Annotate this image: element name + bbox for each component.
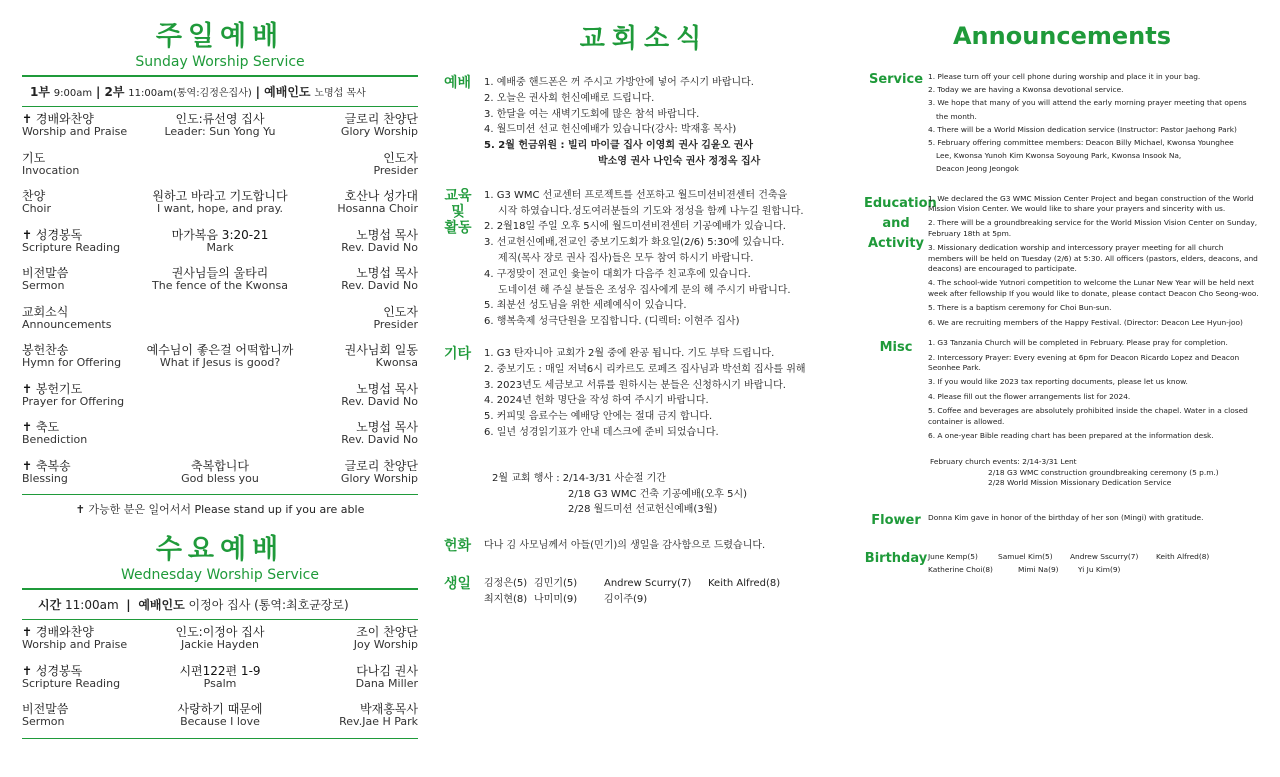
order-row bbox=[22, 263, 418, 302]
order-item-left: 봉헌찬송 Hymn for Offering bbox=[22, 343, 122, 369]
order-item-title: 원하고 바라고 기도합니다 I want, hope, and pray. bbox=[152, 189, 288, 215]
ann-flower-section bbox=[864, 511, 1260, 531]
order-item-leader: 노명섭 목사 Rev. David No bbox=[341, 266, 418, 292]
sunday-order-list bbox=[22, 107, 418, 494]
wednesday-order-list bbox=[22, 620, 418, 738]
news-worship-section bbox=[444, 75, 844, 170]
sunday-service-section bbox=[22, 0, 418, 521]
order-item-leader: 호산나 성가대 Hosanna Choir bbox=[337, 189, 418, 215]
news-worship-list: 1. 예배중 핸드폰은 꺼 주시고 가방안에 넣어 주시기 바랍니다. 2. 오늘은 권사회 헌신예배로 드립니다. 3. 한달을 여는 새벽기도회에 많은 참석 바랍니다. 4. 월드미션 선교 헌신예배가 있습니다(강사: 박재홍 목사) 5. 2월 헌금위원 : 빌리 마이클 집사 이영희 권사 김윤오 권사 박소영 권사 나인숙 권사 정정옥 집사 bbox=[484, 77, 761, 167]
order-row bbox=[22, 417, 418, 456]
order-item-leader: 글로리 찬양단 Glory Worship bbox=[340, 112, 418, 138]
order-item-leader: 노명섭 목사 Rev. David No bbox=[341, 227, 418, 254]
news-title: 교회소식 bbox=[579, 24, 709, 54]
order-row bbox=[22, 379, 418, 418]
order-item-left: ✝ 봉헌기도 Prayer for Offering bbox=[22, 381, 125, 408]
sunday-title: 주일예배 bbox=[155, 21, 285, 52]
order-item-left: ✝ 성경봉독 Scripture Reading bbox=[22, 227, 121, 254]
ann-service-list: 1. Please turn off your cell phone during worship and place it in your bag. 2. Today we are having a Kwonsa devotional service. 3. We hope that many of you will attend the early morning prayer meeting that opens the month. 4. There will be a World Mission dedication service (Instructor: Pastor Jaehong Park) 5. February offering committee members: Deacon Billy Michael, Kwonsa Younghee Lee, Kwonsa Yunoh Kim Kwonsa Soyoung Park, Kwonsa Insook Na, Deacon Jeong Jeongok bbox=[928, 72, 1247, 174]
news-birthday-list bbox=[484, 576, 844, 608]
wednesday-time-line: 시간 11:00am | 예배인도 이정아 집사 (통역:최호균장로) bbox=[38, 598, 349, 612]
news-worship-label: 예배 bbox=[444, 75, 472, 91]
order-item-title: 사랑하기 때문에 Because I love bbox=[177, 702, 263, 728]
news-birthday-label: 생일 bbox=[444, 576, 472, 593]
order-item-left: ✝ 축복송 Blessing bbox=[22, 458, 71, 485]
order-item-left: ✝ 성경봉독 Scripture Reading bbox=[22, 663, 121, 690]
order-row bbox=[22, 148, 418, 187]
ann-misc-list: 1. G3 Tanzania Church will be completed in February. Please pray for completion. 2. Intercessory Prayer: Every evening at 6pm for Deacon Ricardo Lopez and Deacon Seonhee Park. 3. If you would like 2023 tax reporting documents, please let us know. 4. Please fill out the flower arrangements list for 2024. 5. Coffee and beverages are absolutely prohibited inside the chapel. Water in a closed container is allowed. 6. A one-year Bible reading chart has been prepared at the information desk. bbox=[928, 338, 1248, 440]
order-item-leader: 권사님회 일동 Kwonsa bbox=[344, 343, 418, 369]
birthday-row: 김정은(5) 김민기(5) Andrew Scurry(7) Keith Alfred(8) bbox=[484, 578, 781, 590]
order-item-leader: 박재홍목사 Rev.Jae H Park bbox=[339, 702, 418, 728]
ann-service-label: Service bbox=[868, 72, 924, 87]
order-item-leader: 노명섭 목사 Rev. David No bbox=[341, 420, 418, 446]
order-row bbox=[22, 622, 418, 661]
news-education-section bbox=[444, 188, 844, 330]
ann-misc-section bbox=[864, 338, 1260, 445]
wednesday-service-section bbox=[22, 521, 418, 739]
sunday-subtitle: Sunday Worship Service bbox=[135, 54, 305, 70]
worship-order-column bbox=[22, 0, 418, 739]
order-item-title: 시편122편 1-9 Psalm bbox=[179, 663, 261, 690]
order-row bbox=[22, 186, 418, 225]
order-item-left: 비전말씀 Sermon bbox=[22, 266, 69, 292]
order-row bbox=[22, 661, 418, 700]
ann-birthday-section bbox=[864, 549, 1260, 576]
news-misc-label: 기타 bbox=[444, 345, 472, 362]
order-item-left: 비전말씀 Sermon bbox=[22, 702, 69, 728]
ann-misc-label: Misc bbox=[879, 340, 913, 356]
ann-education-label: Education and Activity bbox=[864, 195, 937, 251]
order-item-left: 기도 Invocation bbox=[22, 150, 80, 177]
order-item-left: 찬양 Choir bbox=[22, 189, 51, 215]
ann-flower-text: Donna Kim gave in honor of the birthday of her son (Mingi) with gratitude. bbox=[928, 512, 1204, 522]
news-education-list: 1. G3 WMC 선교센터 프로젝트를 선포하고 월드미션비젼센터 건축을 시작 하였습니다.성도여러분들의 기도와 정성을 함께 나누길 원합니다. 2. 2월18일 주일 오후 5시에 월드미션비젼센터 기공예배가 있습니다. 3. 선교헌신예배,전교인 중보기도회가 화요일(2/6) 5:30에 있습니다. 제직(목사 장로 권사 집사)들은 모두 참여 하시기 바랍니다. 4. 구정맞이 전교인 윷놀이 대회가 다음주 친교후에 있습니다. 도네이션 해 주실 분들은 조성우 집사에게 문의 해 주시기 바랍니다. 5. 최분선 성도님을 위한 세례예식이 있습니다. 6. 행복축제 성극단원을 모집합니다. (디렉터: 이현주 집사) bbox=[484, 189, 804, 328]
order-item-title: 인도:이정아 집사 Jackie Hayden bbox=[175, 625, 265, 651]
birthday-row: 최지현(8) 나미미(9) 김이주(9) bbox=[484, 593, 648, 605]
ann-service-section bbox=[864, 70, 1260, 176]
ann-birthday-list bbox=[928, 549, 1260, 576]
order-item-title: 마가복음 3:20-21 Mark bbox=[171, 227, 269, 254]
birthday-row: Katherine Choi(8) Mimi Na(9) Yi Ju Kim(9) bbox=[928, 564, 1121, 574]
sunday-time-line: 1부 9:00am | 2부 11:00am(통역:김정은집사) | 예배인도 노명섭 목사 bbox=[30, 85, 366, 99]
news-events: 2월 교회 행사 : 2/14-3/31 사순절 기간 2/18 G3 WMC 건축 기공예배(오후 5시) 2/28 월드미션 선교헌신예배(3월) bbox=[492, 472, 748, 516]
wednesday-title: 수요예배 bbox=[155, 534, 285, 565]
news-birthday-section bbox=[444, 576, 844, 608]
order-item-left: ✝ 경배와찬양 Worship and Praise bbox=[22, 112, 128, 138]
order-row bbox=[22, 340, 418, 379]
news-misc-section bbox=[444, 346, 844, 441]
order-item-leader: 다나김 권사 Dana Miller bbox=[355, 663, 418, 690]
order-row bbox=[22, 302, 418, 341]
church-news-column bbox=[444, 0, 844, 608]
order-row bbox=[22, 225, 418, 264]
order-row bbox=[22, 109, 418, 148]
order-item-left: 교회소식 Announcements bbox=[22, 304, 112, 331]
ann-birthday-label: Birthday bbox=[864, 550, 928, 566]
announcements-title: Announcements bbox=[952, 22, 1172, 50]
order-item-title: 권사님들의 울타리 The fence of the Kwonsa bbox=[152, 266, 288, 292]
order-item-title: 예수님이 좋은걸 어떡합니까 What if Jesus is good? bbox=[146, 343, 294, 369]
ann-flower-label: Flower bbox=[871, 512, 921, 528]
order-item-title: 인도:류선영 집사 Leader: Sun Yong Yu bbox=[164, 112, 276, 138]
ann-education-section bbox=[864, 194, 1260, 332]
stand-note: ✝ 가능한 분은 일어서서 Please stand up if you are able bbox=[75, 503, 365, 516]
wednesday-subtitle: Wednesday Worship Service bbox=[121, 567, 319, 583]
order-item-leader: 조이 찬양단 Joy Worship bbox=[353, 625, 418, 651]
order-item-title: 축복합니다 God bless you bbox=[181, 458, 259, 485]
order-row bbox=[22, 456, 418, 495]
divider bbox=[22, 738, 418, 739]
order-item-left: ✝ 축도 Benediction bbox=[22, 420, 88, 446]
order-row bbox=[22, 699, 418, 738]
birthday-row: June Kemp(5) Samuel Kim(5) Andrew Sscurry(7) Keith Alfred(8) bbox=[928, 551, 1210, 561]
order-item-leader: 인도자 Presider bbox=[373, 304, 418, 331]
order-item-leader: 인도자 Presider bbox=[373, 150, 418, 177]
order-item-leader: 노명섭 목사 Rev. David No bbox=[341, 381, 418, 408]
announcements-column bbox=[864, 0, 1260, 576]
ann-events: February church events: 2/14-3/31 Lent 2/18 G3 WMC construction groundbreaking ceremony (5 p.m.) 2/28 World Mission Missionary Dedication Service bbox=[930, 457, 1219, 488]
order-item-leader: 글로리 찬양단 Glory Worship bbox=[340, 458, 418, 485]
ann-education-list: 1. We declared the G3 WMC Mission Center Project and began construction of the World Mission Vision Center. We would like to share your prayers and sincerity with us. 2. There will be a groundbreaking service for the World Mission Vision Center on Sunday, February 18th at 5pm. 3. Missionary dedication worship and intercessory prayer meeting for all church members will be held on Tuesday (2/6) at 5:30. All officers (pastors, elders, deacons, and deacons) are encouraged to participate. 4. The school-wide Yutnori competition to welcome the Lunar New Year will be held next week after fellowship If you would like to donate, please contact Deacon Cho Seong-woo. 5. There is a baptism ceremony for Choi Bun-sun. 6. We are recruiting members of the Happy Festival. (Director: Deacon Lee Hyun-joo) bbox=[928, 193, 1259, 327]
news-flower-section bbox=[444, 538, 844, 554]
news-flower-text: 다나 김 사모님께서 아들(민기)의 생일을 감사함으로 드렸습니다. bbox=[484, 540, 766, 552]
order-item-left: ✝ 경배와찬양 Worship and Praise bbox=[22, 625, 128, 651]
news-misc-list: 1. G3 탄자니아 교회가 2월 중에 완공 됩니다. 기도 부탁 드립니다. 2. 중보기도 : 매일 저녁6시 리카르도 로페즈 집사님과 박선희 집사를 위해 3. 2023년도 세금보고 서류를 원하시는 분들은 신청하시기 바랍니다. 4. 2024년 헌화 명단을 작성 하여 주시기 바랍니다. 5. 커피및 음료수는 예배당 안에는 절대 금지 합니다. 6. 일년 성경읽기표가 안내 데스크에 준비 되었습니다. bbox=[484, 347, 806, 438]
news-education-label: 교육 및 활동 bbox=[444, 187, 472, 236]
news-flower-label: 헌화 bbox=[444, 538, 472, 555]
